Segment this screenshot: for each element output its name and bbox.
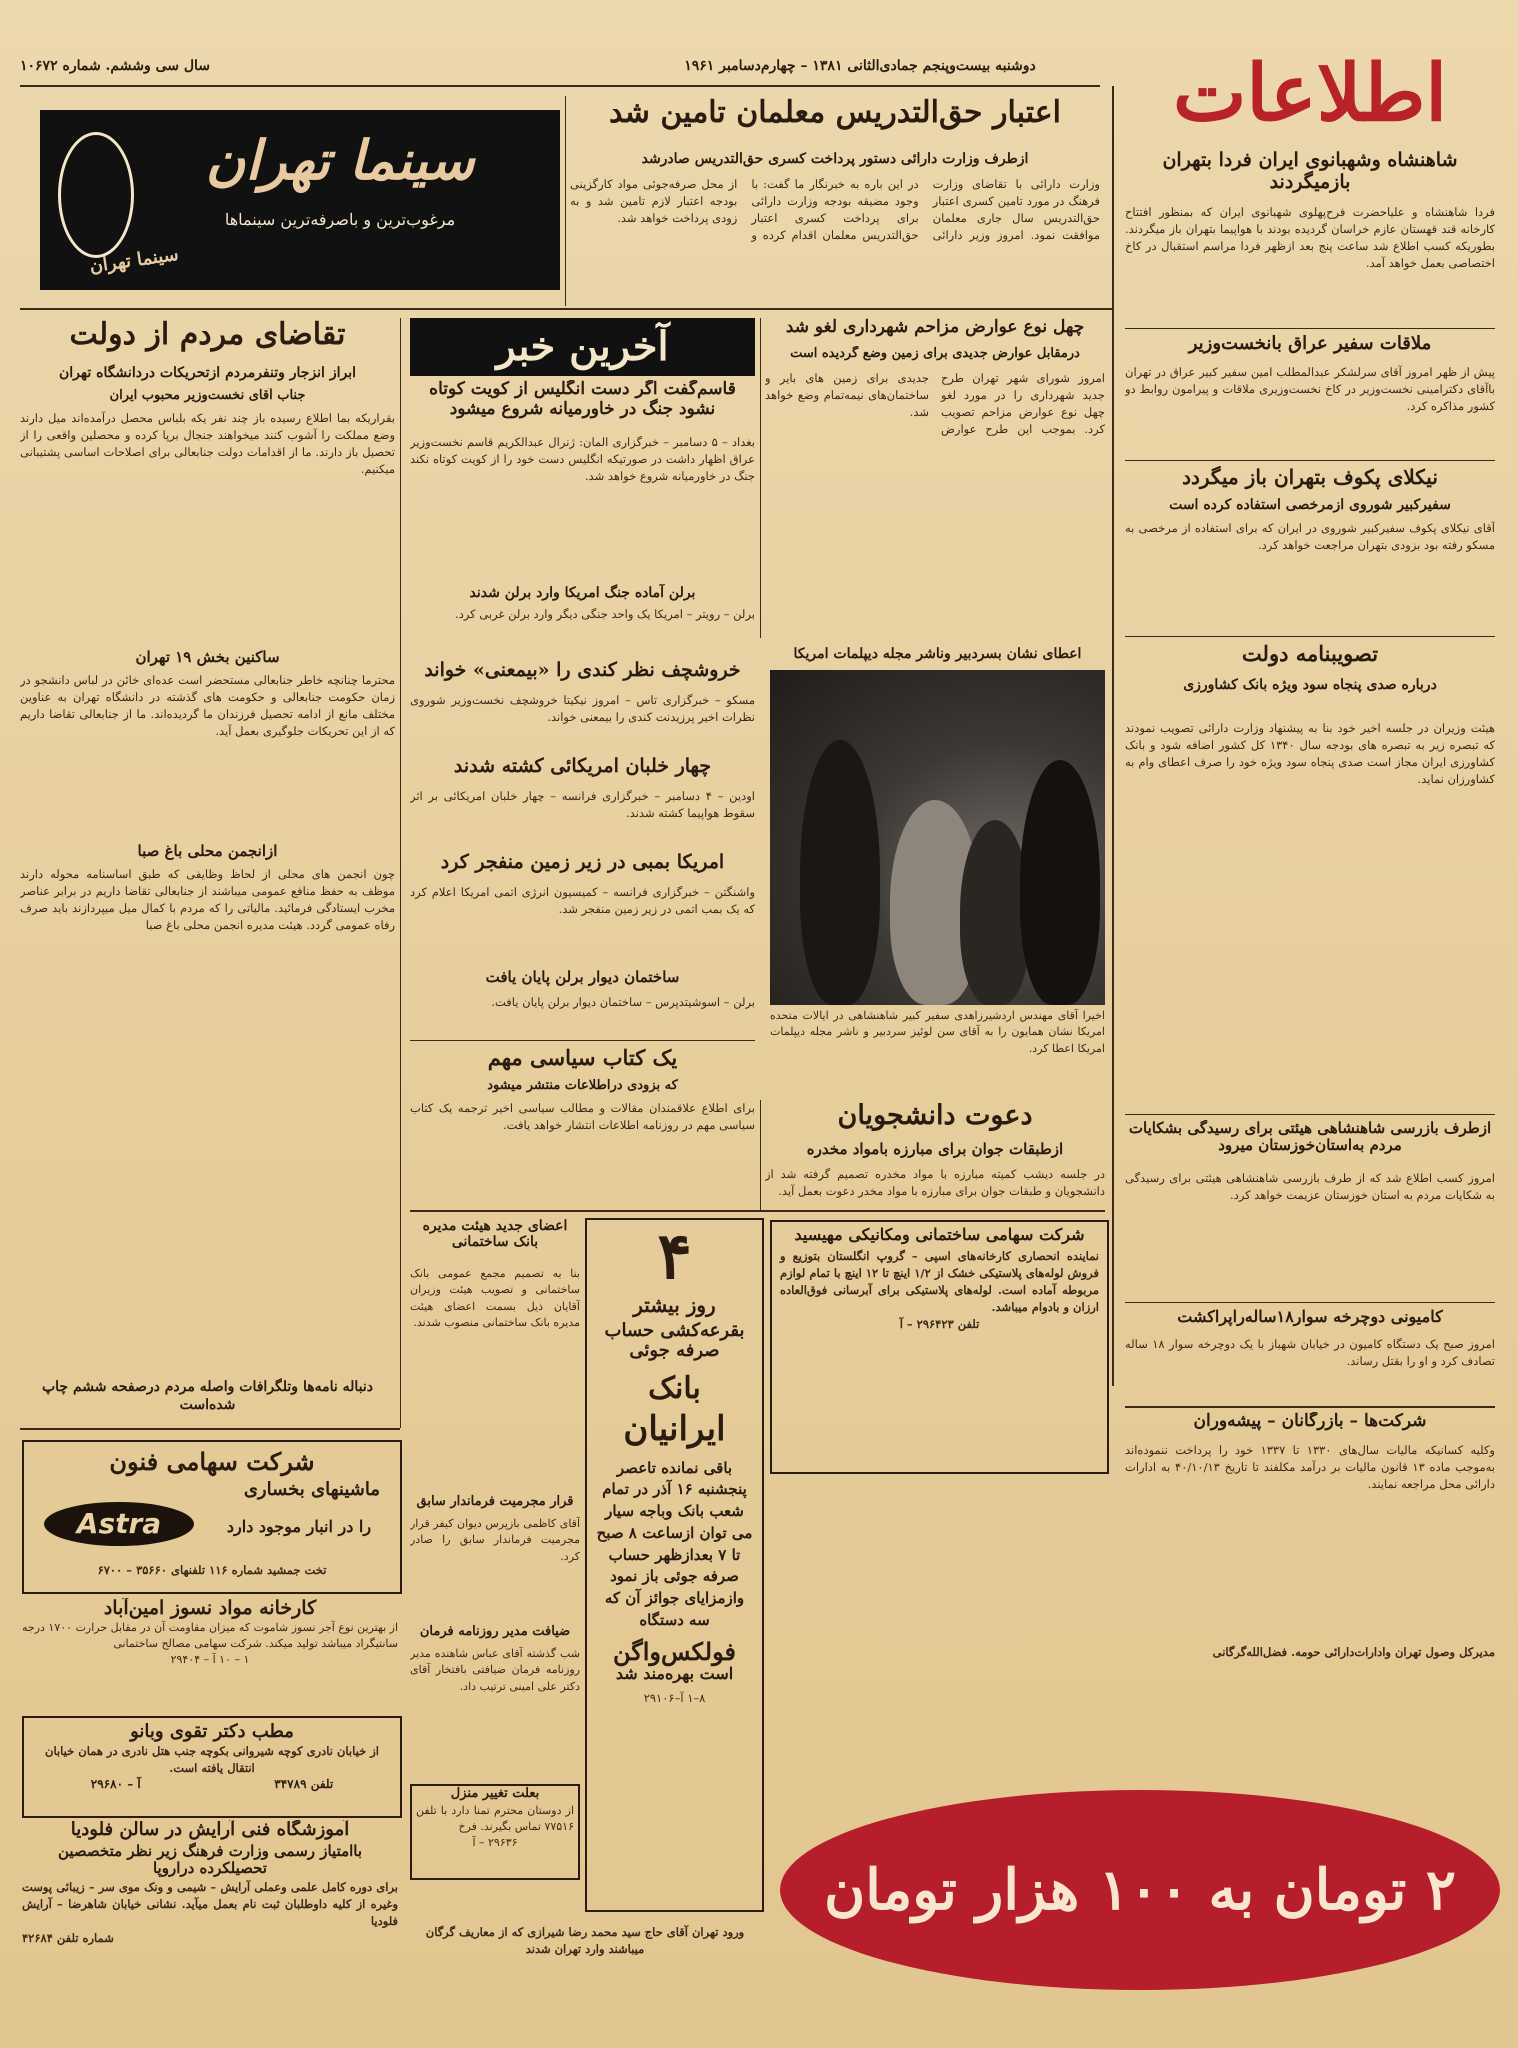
iraq-ambassador-head: ملاقات سفیر عراق بانخست‌وزیر [1188,334,1432,354]
khrushchev-head: خروشچف نظر کندی را «بیمعنی» خواند [424,660,741,681]
municipal-fees-body: امروز شورای شهر تهران طرح جدید شهرداری را در مورد لغو چهل نوع عوارض مزاحم تصویب کرد. بموجب این طرح عوارض جدیدی برای زمین های بایر و ساختمان‌های نیمه‌تمام وضع خواهد شد. [765,371,1105,437]
top-story-headline: اعتبار حق‌التدریس معلمان تامین شد [609,96,1061,130]
bank-line1: روز بیشتر [633,1292,716,1317]
bomb-body: واشنگتن – خبرگزاری فرانسه – کمیسیون انرژی اتمی امریکا اعلام کرد که یک بمب اتمی در زیر زمین منفجر شد. [410,885,755,917]
rule [1125,1114,1495,1115]
clinic-body: از خیابان نادری کوچه شیروانی بکوچه جنب هتل نادری در همان خیابان انتقال یافته است. [45,1743,379,1775]
municipal-fees-head: چهل نوع عوارض مزاحم شهرداری لغو شد [785,318,1085,337]
inspection-body: امروز کسب اطلاع شد که از طرف بازرسی شاهنشاهی هیئتی برای رسیدگی به شکایات مردم به استان خوزستان عزیمت خواهد کرد. [1125,1171,1495,1203]
bank-word: بانک [648,1370,701,1406]
bank-line4: است بهره‌مند شد [615,1664,734,1684]
bank-line3: باقی نمانده تاعصر پنجشنبه ۱۶ آذر در تمام شعب بانک وباجه سیار می توان ازساعت ۸ صبح تا ۷ بعدازظهر حساب صرفه جوئی باز نمود وازمزایای جوائز آن که سه دستگاه [596,1458,753,1629]
cinema-title: سینما تهران [205,128,475,192]
price-oval-ad [780,1790,1500,1990]
funun-ad [22,1440,402,1594]
factory-code: ۱ – ۱۰ آ – ۲۹۴۰۴ [170,1653,250,1667]
decree-head: تصویبنامه دولت [1241,642,1379,666]
address-head: بعلت تغییر منزل [450,1786,540,1801]
students-head: دعوت دانشجویان [837,1100,1033,1131]
pegov-return-head: نیکلای پکوف بتهران باز میگردد [1182,466,1438,489]
people-demands-sub4: ازانجمن محلی باغ صبا [137,842,278,860]
board-sub3: ضیافت مدیر روزنامه فرمان [419,1624,571,1639]
column-divider-top [565,96,566,306]
shah-return-head: شاهنشاه وشهبانوی ایران فردا بتهران بازمیگردند [1162,150,1458,193]
funun-body: را در انبار موجود دارد [226,1518,372,1536]
pilots-body: اودین – ۴ دسامبر – خبرگزاری فرانسه – چهار خلبان امریکائی بر اثر سقوط هواپیما کشته شدند. [410,789,755,821]
issue-line: سال سی وششم. شماره ۱۰۶۷۲ [20,58,211,74]
book-body: برای اطلاع علاقمندان مقالات و مطالب سیاسی اخیر ترجمه یک کتاب سیاسی مهم در روزنامه اطلاعات انتشار خواهد یافت. [410,1101,755,1133]
rule [400,318,401,1428]
photo-title: اعطای نشان بسردبیر وناشر مجله دیپلمات امریکا [793,646,1082,662]
qasim-body: بغداد – ۵ دسامبر – خبرگزاری المان: ژنرال عبدالکریم قاسم نخست‌وزیر عراق اظهار داشت در صورتیکه انگلیس دست خود را از کویت کوتاه نکند جنگ در خاورمیانه شروع خواهد شد. [410,435,755,484]
bomb-head: امریکا بمبی در زیر زمین منفجر کرد [440,852,725,873]
beauty-title: آموزشگاه فنی آرایش در سالن فلودیا [70,1820,350,1840]
tax-notice-body: وکلیه کسانیکه مالیات سال‌های ۱۳۳۰ تا ۱۳۳۷ خود را پرداخت ننموده‌اند به‌موجب ماده ۱۳ قانون مالیات بر درآمد مکلفند تا تاریخ ۴۰/۱۰/۱۳ به ادارات دارائی محل مراجعه نمایند. [1125,1443,1495,1492]
decree-body: هیئت وزیران در جلسه اخیر خود بنا به پیشنهاد وزارت دارائی تصویب نمودند که تبصره زیر به تبصره های بودجه سال ۱۳۴۰ کل کشور اضافه شود و بانک کشاورزی ایران مجاز است صدی پنجاه سود ویژه خود را صرف اعطای وام به کشاورزان نماید. [1125,721,1495,787]
truck-accident-head: کامیونی دوچرخه سوار۱۸ساله‌راپراکشت [1177,1308,1443,1326]
students-body: در جلسه دیشب کمیته مبارزه با مواد مخدره تصمیم گرفته شد از دانشجویان و طبقات جوان برای مبارزه با مواد مخدر دعوت بعمل آید. [765,1167,1105,1199]
building-title: شرکت سهامی ساختمانی ومکانیکی مهیسید [794,1225,1085,1244]
people-demands-body3: چون انجمن های محلی از لحاظ وظایفی که طبق اساسنامه محوله دارند موظف به حفظ منافع عمومی میباشند از جنابعالی تقاضا داریم در برابر عناصر مخرب ایستادگی فرمائید. مالیاتی را که مردم با کمال میل میپردازند باید صرف رفاه عمومی گردد. هیئت مدیره انجمن محلی باغ صبا [20,867,395,933]
beauty-sub: باامتیاز رسمی وزارت فرهنگ زیر نظر متخصصین تحصیلکرده دراروپا [57,1841,363,1877]
price-text: ۲ تومان به ۱۰۰ هزار تومان [824,1857,1456,1923]
book-head: یک کتاب سیاسی مهم [487,1046,678,1070]
cinema-tagline: مرغوب‌ترین و باصرفه‌ترین سینماها [224,210,456,229]
board-body: بنا به تصمیم مجمع عمومی بانک ساختمانی و تصویب هیئت وزیران آقایان ذیل بسمت اعضای هیئت مدیره بانک ساختمانی منصوب شدند. [410,1267,580,1329]
column-divider-right [1112,86,1114,1386]
inspection-head: ازطرف بازرسی شاهنشاهی هیئتی برای رسیدگی بشکایات مردم به‌استان‌خوزستان میرود [1128,1120,1492,1155]
clinic-title: مطب دکتر تقوی وبانو [130,1721,294,1742]
pegov-return-sub: سفیرکبیر شوروی ازمرخصی استفاده کرده است [1169,497,1451,513]
top-story-body: وزارت دارائی با تقاضای وزارت فرهنگ در مورد تامین کسری اعتبار حق‌التدریس سال جاری معلمان موافقت نمود. امروز وزیر دارائی در این باره به خبرنگار ما گفت: با وجود مضیقه بودجه وزارت دارائی برای پرداخت کسری اعتبار حق‌التدریس معلمان اقدام کرده و از محل صرفه‌جوئی مواد کارگزینی بودجه اعتبار لازم تامین شد و به زودی پرداخت خواهد شد. [570,177,1100,243]
clinic-phone: تلفن ۳۴۷۸۹ [274,1776,334,1791]
rule [1125,1302,1495,1303]
beauty-body: برای دوره کامل علمی وعملی آرایش – شیمی و ونک موی سر – زیبائی پوست وغیره از کلیه داوطلبان ثبت نام بعمل میآید. نشانی خیابان شاهرضا – آرایش فلودیا [22,1880,398,1929]
book-sub: که بزودی دراطلاعات منتشر میشود [487,1078,678,1093]
address-notice [410,1784,580,1880]
beauty-ad [22,1820,398,2030]
date-line: دوشنبه بیست‌وپنجم جمادی‌الثانی ۱۳۸۱ – چهارم‌دسامبر ۱۹۶۱ [684,58,1036,74]
qasim-head: قاسم‌گفت اگر دست انگلیس از کویت کوتاه نشود جنگ در خاورمیانه شروع میشود [429,380,736,419]
municipal-fees-sub: درمقابل عوارض جدیدی برای زمین وضع گردیده است [790,346,1080,361]
factory-body: از بهترین نوع آجر نسوز شاموت که میزان مقاومت آن در مقابل حرارت ۱۷۰۰ درجه سانتیگراد میباشد تولید میکند. شرکت سهامی مصالح ساختمانی [22,1620,398,1651]
rule [1125,460,1495,461]
rule [1125,1406,1495,1408]
section-rule [20,308,1112,310]
address-body: از دوستان محترم تمنا دارد با تلفن ۷۷۵۱۶ تماس بگیرند. فرخ [416,1803,574,1834]
bank-name: ایرانیان [623,1409,726,1450]
building-ad [770,1220,1109,1474]
cinema-small-logo: سینما تهران [88,243,180,278]
berlin-head: برلن آماده جنگ امریکا وارد برلن شدند [469,585,696,601]
clinic-code: آ – ۲۹۶۸۰ [90,1776,141,1791]
factory-ad [22,1598,398,1710]
board-sub2: قرار مجرمیت فرماندار سابق [416,1494,574,1509]
cinema-ad [40,110,560,290]
khrushchev-body: مسکو – خبرگزاری تاس – امروز نیکیتا خروشچف نخست‌وزیر شوروی نظرات اخیر پرزیدنت کندی را بیمعنی خواند. [410,693,755,725]
truck-accident-body: امروز صبح یک دستگاه کامیون در خیابان شهباز با یک دوچرخه سوار ۱۸ ساله تصادف کرد و او را بقتل رساند. [1125,1337,1495,1369]
students-sub: ازطبقات جوان برای مبارزه بامواد مخدره [806,1140,1064,1158]
arrival-notice: ورود تهران آقای حاج سید محمد رضا شیرازی که از معاریف گرگان میباشند وارد تهران شدند [425,1925,745,1957]
address-code: ۲۹۶۳۶ – آ [472,1836,518,1850]
photo-figure [800,740,880,1005]
bank-car: فولکس‌واگن [613,1636,736,1666]
wall-body: برلن – اسوشیتدپرس – ساختمان دیوار برلن پایان یافت. [491,995,755,1009]
photo-caption: اخیرا آقای مهندس اردشیرزاهدی سفیر کبیر شاهنشاهی در ایالات متحده امریکا نشان همایون را به آقای سن لوئیز سردبیر و ناشر مجله دیپلمات امریکا اعطا کرد. [770,1009,1105,1055]
decree-sub: درباره صدی پنجاه سود ویژه بانک کشاورزی [1183,677,1437,693]
rule [20,1428,400,1430]
people-demands-footer: دنباله نامه‌ها وتلگرافات واصله مردم درصفحه ششم چاپ شده‌است [41,1379,374,1414]
last-news-banner: آخرین خبر [410,318,755,376]
funun-title: شرکت سهامی فنون [109,1447,315,1476]
factory-title: کارخانه مواد نسوز امین‌آباد [103,1598,317,1619]
rule [760,1100,761,1210]
masthead [1120,48,1500,148]
board-body2: آقای کاظمی بازپرس دیوان کیفر قرار مجرمیت فرماندار سابق را صادر کرد. [410,1517,580,1563]
pegov-return-body: آقای نیکلای پکوف سفیرکبیر شوروی در ایران که برای استفاده از مرخصی به مسکو رفته بود بزودی بتهران مراجعت خواهد کرد. [1125,521,1495,553]
photo-figure [1020,760,1100,1005]
beauty-phone: شماره تلفن ۴۲۶۸۴ [22,1931,114,1946]
bank-number: ۴ [657,1219,692,1294]
astra-logo: Astra [44,1502,194,1546]
pilots-head: چهار خلبان امریکائی کشته شدند [453,756,712,777]
berlin-body: برلن – رویتر – امریکا یک واحد جنگی دیگر وارد برلن غربی کرد. [455,607,755,621]
rule [1125,636,1495,637]
building-body: نماینده انحصاری کارخانه‌های اسپی – گروپ انگلستان بتوزیع و فروش لوله‌های پلاستیکی خشک از ۱/۲ اینچ تا ۱۲ اینچ با تمام لوازم مربوطه آماده است. لوله‌های پلاستیکی برای آبرسانی فوق‌العاده ارزان و بادوام میباشد. [780,1249,1099,1315]
board-body3: شب گذشته آقای عباس شاهنده مدیر روزنامه فرمان ضیافتی بافتخار آقای دکتر علی امینی ترتیب داد. [410,1647,580,1693]
masthead-text: اطلاعات [1172,48,1448,139]
rule [1125,328,1495,329]
people-demands-body2: محترما چنانچه خاطر جنابعالی مستحضر است عده‌ای خائن در لباس دانشجو در زمان حکومت جنابعالی و حکومت های گذشته در دانشگاه تهران به عناوین مختلف مانع از ادامه تحصیل فرزندان ما گردیده‌اند. ما از جنابعالی تقاضا داریم که از این تحریکات جلوگیری بعمل آید. [20,673,395,739]
bank-line2: بقرعه‌کشی حساب صرفه جوئی [604,1319,745,1362]
clinic-ad [22,1716,402,1818]
rule [410,1210,1105,1212]
people-demands-sub2: جناب آقای نخست‌وزیر محبوب ایران [109,388,306,403]
people-demands-headline: تقاضای مردم از دولت [69,318,346,352]
bank-code: ۸–۱ آ–۲۹۱۰۶ [643,1690,706,1705]
tax-notice-head: شرکت‌ها – بازرگانان – پیشه‌وران [1193,1412,1427,1431]
rule [760,318,761,638]
wall-head: ساختمان دیوار برلن پایان یافت [485,968,680,986]
header-rule [20,85,1100,87]
tax-notice-signature: مدیرکل وصول تهران وادارات‌دارائی حومه. فضل‌الله‌گرگانی [1212,1645,1495,1659]
people-demands-sub3: ساکنین بخش ۱۹ تهران [135,648,280,666]
shah-return-body: فردا شاهنشاه و علیاحضرت فرح‌پهلوی شهبانوی ایران که بمنظور افتتاح کارخانه قند قهستان عازم خراسان گردیده بودند با هواپیما بتهران باز میگردند. بطوریکه کسب اطلاع شد ساعت پنج بعد ازظهر فردا مراسم استقبال در کاخ اختصاصی بعمل خواهد آمد. [1125,205,1495,271]
building-contact: تلفن ۲۹۶۴۲۳ – آ [899,1317,980,1332]
people-demands-sub1: ابراز انزجار وتنفرمردم ازتحریکات دردانشگاه تهران [58,365,356,381]
cinema-logo [58,132,134,258]
iraq-ambassador-body: پیش از ظهر امروز آقای سرلشکر عبدالمطلب امین سفیر کبیر عراق در تهران باآقای دکترامینی نخست‌وزیر در کاخ نخست‌وزیری ملاقات و پیرامون روابط دو کشور مذاکره کرد. [1125,365,1495,414]
rule [410,1040,755,1041]
people-demands-body1: بقراریکه بما اطلاع رسیده باز چند نفر یکه بلباس محصل درآمده‌اند میل دارند وضع مملکت را آشوب کنند میخواهند جنجال برپا کرده و محصلین واقعی را از تحصیل باز دارند. ما از اقدامات دولت جنابعالی برای اصلاحات اساسی پشتیبانی میکنیم. [20,411,395,477]
bank-ad [585,1218,764,1912]
award-photo [770,670,1105,1005]
board-head: اعضای جدید هیئت مدیره بانک ساختمانی [422,1218,568,1251]
top-story-subhead: ازطرف وزارت دارائی دستور پرداخت کسری حق‌التدریس صادرشد [641,151,1029,167]
funun-sub: ماشینهای بخساری [243,1478,380,1500]
funun-contact: تخت جمشید شماره ۱۱۶ تلفنهای ۳۵۶۶۰ – ۶۷۰۰ [97,1563,327,1577]
